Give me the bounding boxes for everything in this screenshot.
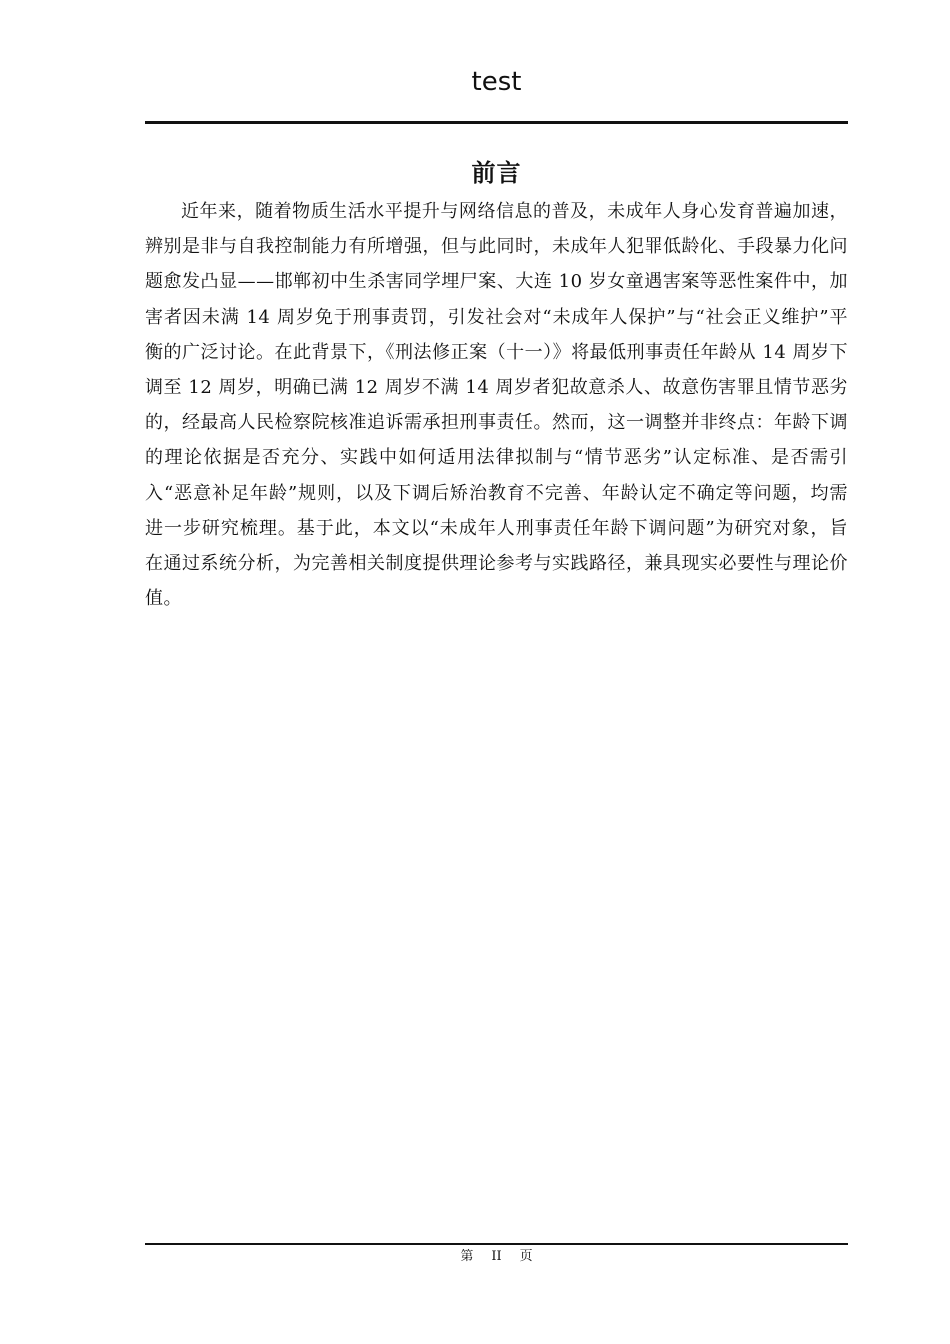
footer-suffix: 页 [519, 1249, 533, 1264]
header-divider [145, 121, 848, 124]
preface-paragraph: 近年来，随着物质生活水平提升与网络信息的普及，未成年人身心发育普遍加速，辨别是非与自我控制能力有所增强，但与此同时，未成年人犯罪低龄化、手段暴力化问题愈发凸显——邯郸初中生杀害同学埋尸案、大连 10 岁女童遇害案等恶性案件中，加害者因未满 14 周岁免于刑事责罚，引发社会对“未成年人保护”与“社会正义维护”平衡的广泛讨论。在此背景下，《刑法修正案（十一）》将最低刑事责任年龄从 14 周岁下调至 12 周岁，明确已满 12 周岁不满 14 周岁者犯故意杀人、故意伤害罪且情节恶劣的，经最高人民检察院核准追诉需承担刑事责任。然而，这一调整并非终点：年龄下调的理论依据是否充分、实践中如何适用法律拟制与“情节恶劣”认定标准、是否需引入“恶意补足年龄”规则，以及下调后矫治教育不完善、年龄认定不确定等问题，均需进一步研究梳理。基于此，本文以“未成年人刑事责任年龄下调问题”为研究对象，旨在通过系统分析，为完善相关制度提供理论参考与实践路径，兼具现实必要性与理论价值。 [145, 201, 848, 610]
section-title: 前言 [471, 159, 522, 187]
footer-prefix: 第 [460, 1249, 474, 1264]
page-footer [145, 1248, 848, 1266]
footer-divider [145, 1243, 848, 1245]
page-header-title: test [471, 67, 522, 97]
page-number: II [491, 1249, 502, 1264]
